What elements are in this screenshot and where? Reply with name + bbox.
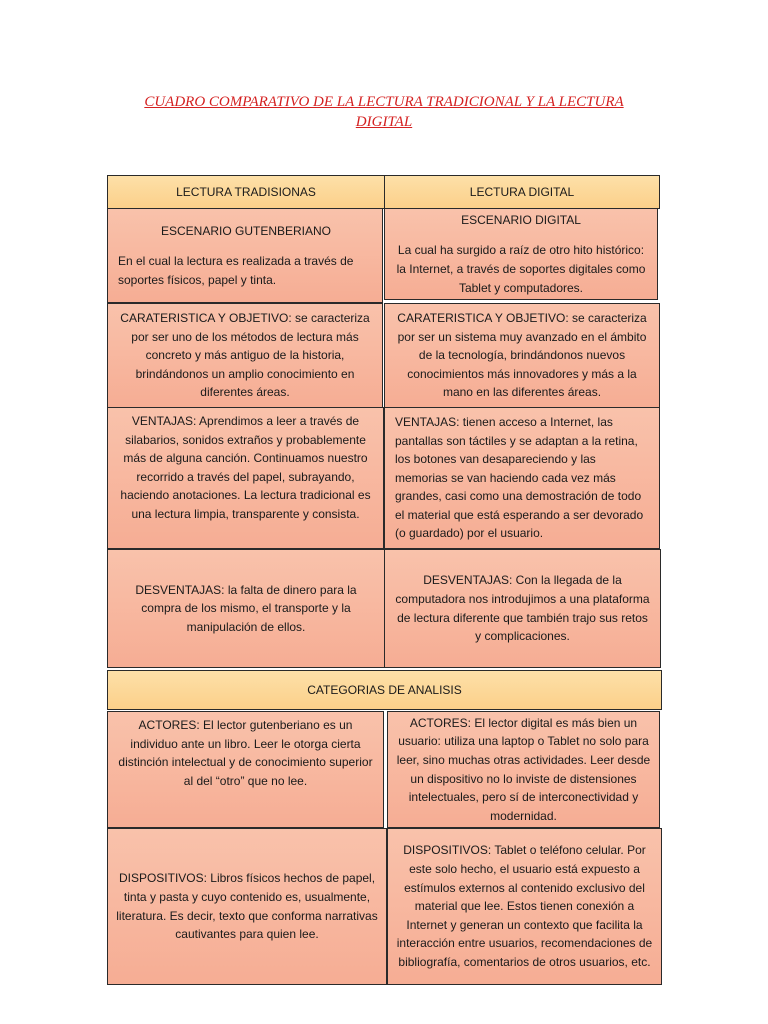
caracteristica-tradicional-cell [107, 303, 383, 408]
title-line-2: DIGITAL [355, 114, 413, 130]
actores-digital-text: ACTORES: El lector digital es más bien un usuario: utiliza una laptop o Tablet no solo para leer, sino muchas otras actividades. Leer desde un dispositivo no lo inviste de distensiones intelectuales, pero sí de interconectividad y modernidad. [396, 715, 651, 823]
ventajas-digital-cell [384, 407, 660, 549]
categorias-analisis-label: CATEGORIAS DE ANALISIS [307, 682, 462, 697]
actores-tradicional-cell [107, 711, 384, 828]
caracteristica-digital-cell [384, 303, 660, 408]
escenario-gutenberiano-cell [107, 208, 383, 303]
escenario-digital-title: ESCENARIO DIGITAL [461, 212, 581, 227]
header-right-label: LECTURA DIGITAL [469, 184, 575, 199]
actores-digital-cell [387, 711, 660, 828]
desventajas-tradicional-text: DESVENTAJAS: la falta de dinero para la compra de los mismo, el transporte y la manipulación de ellos. [135, 582, 357, 634]
dispositivos-digital-text: DISPOSITIVOS: Tablet o teléfono celular. Por este solo hecho, el usuario está expuesto a estímulos externos al contenido exclusivo del material que lee. Estos tienen conexión a Internet y generan un contexto que facilita la interacción entre usuarios, recomendaciones de bibliografía, comentarios de otros usuarios, etc. [396, 843, 653, 969]
header-left-label: LECTURA TRADISIONAS [176, 184, 316, 199]
header-lectura-digital [384, 175, 660, 209]
categorias-analisis-header [107, 670, 662, 710]
dispositivos-digital-cell [387, 828, 662, 985]
ventajas-digital-text: VENTAJAS: tienen acceso a Internet, las pantallas son táctiles y se adaptan a la retina, los botones van desapareciendo y las memorias se van haciendo cada vez más grandes, casi como una demostración de todo el material que está esperando a ser devorado (o guardado) por el usuario. [395, 414, 644, 541]
caracteristica-tradicional-text: CARATERISTICA Y OBJETIVO: se caracteriza por ser uno de los métodos de lectura más concreto y más antiguo de la historia, brindándonos un amplio conocimiento en diferentes áreas. [120, 311, 370, 400]
caracteristica-digital-text: CARATERISTICA Y OBJETIVO: se caracteriza por ser un sistema muy avanzado en el ámbito de la tecnología, brindándonos nuevos conocimientos más innovadores y más a la mano en las diferentes áreas. [397, 311, 647, 400]
escenario-gutenberiano-title: ESCENARIO GUTENBERIANO [160, 223, 332, 238]
ventajas-tradicional-cell [107, 407, 384, 549]
dispositivos-tradicional-cell [107, 828, 387, 985]
desventajas-digital-text: DESVENTAJAS: Con la llegada de la computadora nos introdujimos a una plataforma de lectura diferente que también trajo sus retos y complicaciones. [395, 573, 650, 644]
ventajas-tradicional-text: VENTAJAS: Aprendimos a leer a través de silabarios, sonidos extraños y probablemente más de alguna canción. Continuamos nuestro recorrido a través del papel, subrayando, haciendo anotaciones. La lectura tradicional es una lectura limpia, transparente y consista. [120, 414, 371, 521]
title-line-1: CUADRO COMPARATIVO DE LA LECTURA TRADICIONAL Y LA LECTURA [144, 94, 624, 110]
actores-tradicional-text: ACTORES: El lector gutenberiano es un individuo ante un libro. Leer le otorga cierta distinción intelectual y de conocimiento superior al del “otro” que no lee. [118, 718, 373, 788]
document-title [110, 92, 658, 132]
desventajas-tradicional-cell [107, 549, 385, 668]
escenario-digital-cell [384, 208, 658, 300]
escenario-gutenberiano-text: En el cual la lectura es realizada a través de soportes físicos, papel y tinta. [118, 254, 354, 287]
dispositivos-tradicional-text: DISPOSITIVOS: Libros físicos hechos de papel, tinta y pasta y cuyo contenido es, usualmente, literatura. Es decir, texto que conforma narrativas cautivantes para quien lee. [116, 871, 378, 942]
escenario-digital-text: La cual ha surgido a raíz de otro hito histórico: la Internet, a través de soportes digitales como Tablet y computadores. [396, 243, 646, 295]
header-lectura-tradicional [107, 175, 385, 209]
desventajas-digital-cell [384, 549, 661, 668]
